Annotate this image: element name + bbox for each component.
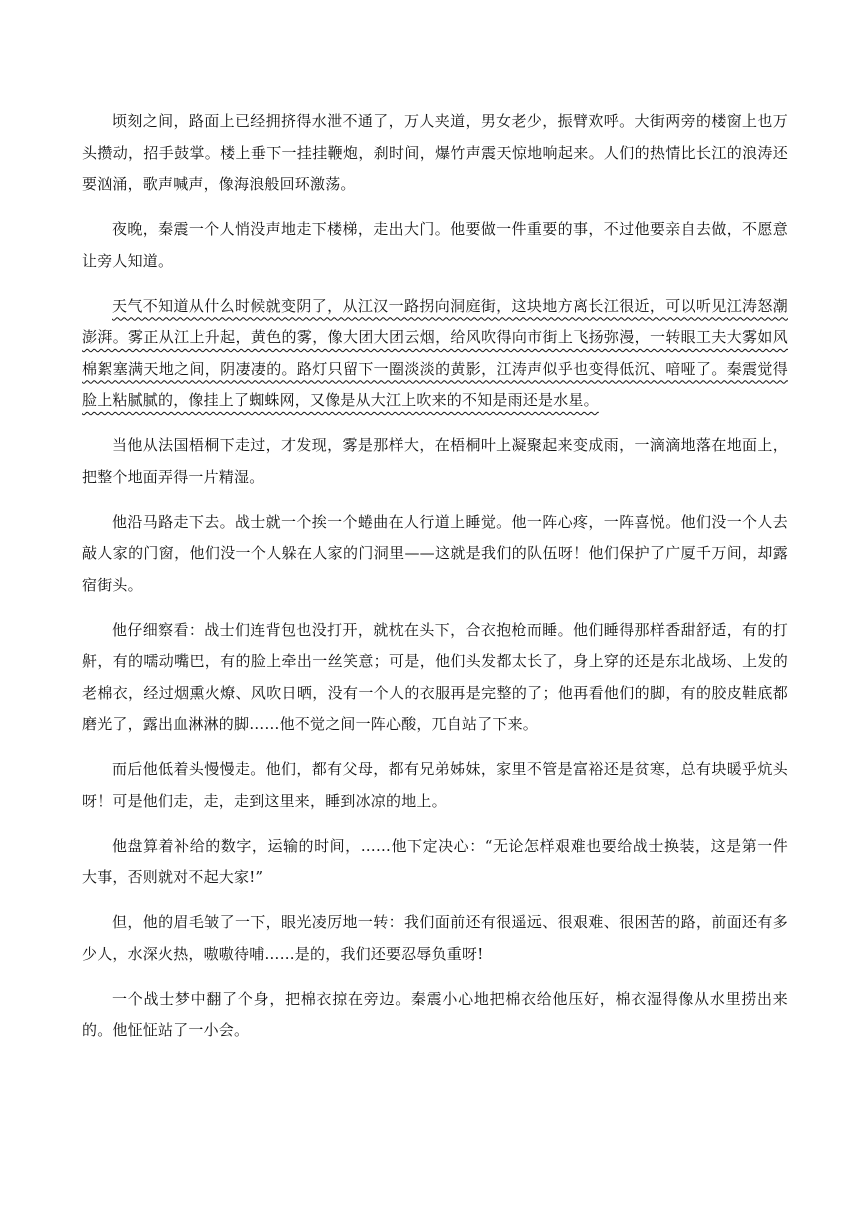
paragraph-4: 当他从法国梧桐下走过，才发现，雾是那样大，在梧桐叶上凝聚起来变成雨，一滴滴地落在地面上，把整个地面弄得一片精湿。 (82, 436, 788, 486)
paragraph-2: 夜晚，秦震一个人悄没声地走下楼梯，走出大门。他要做一件重要的事，不过他要亲自去做，不愿意让旁人知道。 (82, 220, 788, 270)
paragraph-8: 他盘算着补给的数字，运输的时间，……他下定决心：“无论怎样艰难也要给战士换装，这是第一件大事，否则就对不起大家!” (82, 836, 788, 886)
paragraph-10: 一个战士梦中翻了个身，把棉衣掠在旁边。秦震小心地把棉衣给他压好，棉衣湿得像从水里捞出来的。他怔怔站了一小会。 (82, 989, 788, 1039)
paragraph-7: 而后他低着头慢慢走。他们，都有父母，都有兄弟姊妹，家里不管是富裕还是贫寒，总有块暖乎炕头呀！可是他们走，走，走到这里来，睡到冰凉的地上。 (82, 760, 788, 810)
paragraph-5: 他沿马路走下去。战士就一个挨一个蜷曲在人行道上睡觉。他一阵心疼，一阵喜悦。他们没一个人去敲人家的门窗，他们没一个人躲在人家的门洞里——这就是我们的队伍呀！他们保护了广厦千万间，却露宿街头。 (82, 512, 788, 594)
paragraph-6: 他仔细察看：战士们连背包也没打开，就枕在头下，合衣抱枪而睡。他们睡得那样香甜舒适，有的打鼾，有的嚅动嘴巴，有的脸上牵出一丝笑意；可是，他们头发都太长了，身上穿的还是东北战场、上发的老棉衣，经过烟熏火燎、风吹日晒，没有一个人的衣服再是完整的了；他再看他们的脚，有的胶皮鞋底都磨光了，露出血淋淋的脚……他不觉之间一阵心酸，兀自站了下来。 (82, 620, 788, 733)
paragraph-1: 顷刻之间，路面上已经拥挤得水泄不通了，万人夹道，男女老少，振臂欢呼。大街两旁的楼窗上也万头攒动，招手鼓掌。楼上垂下一挂挂鞭炮，刹时间，爆竹声震天惊地响起来。人们的热情比长江的浪涛还要汹涌，歌声喊声，像海浪般回环激荡。 (82, 112, 788, 193)
paragraph-3-wavy-underlined: 天气不知道从什么时候就变阴了，从江汉一路拐向洞庭街，这块地方离长江很近，可以听见江涛怒潮澎湃。雾正从江上升起，黄色的雾，像大团大团云烟，给风吹得向市街上飞扬弥漫，一转眼工夫大雾如风棉絮塞满天地之间，阴凄凄的。路灯只留下一圈淡淡的黄影，江涛声似乎也变得低沉、喑哑了。秦震觉得脸上粘腻腻的，像挂上了蜘蛛网，又像是从大江上吹来的不知是雨还是水星。 (82, 296, 788, 409)
article-body (82, 106, 788, 1060)
paragraph-9: 但，他的眉毛皱了一下，眼光凌厉地一转：我们面前还有很遥远、很艰难、很困苦的路，前面还有多少人，水深火热，嗷嗷待哺……是的，我们还要忍辱负重呀! (82, 913, 788, 963)
